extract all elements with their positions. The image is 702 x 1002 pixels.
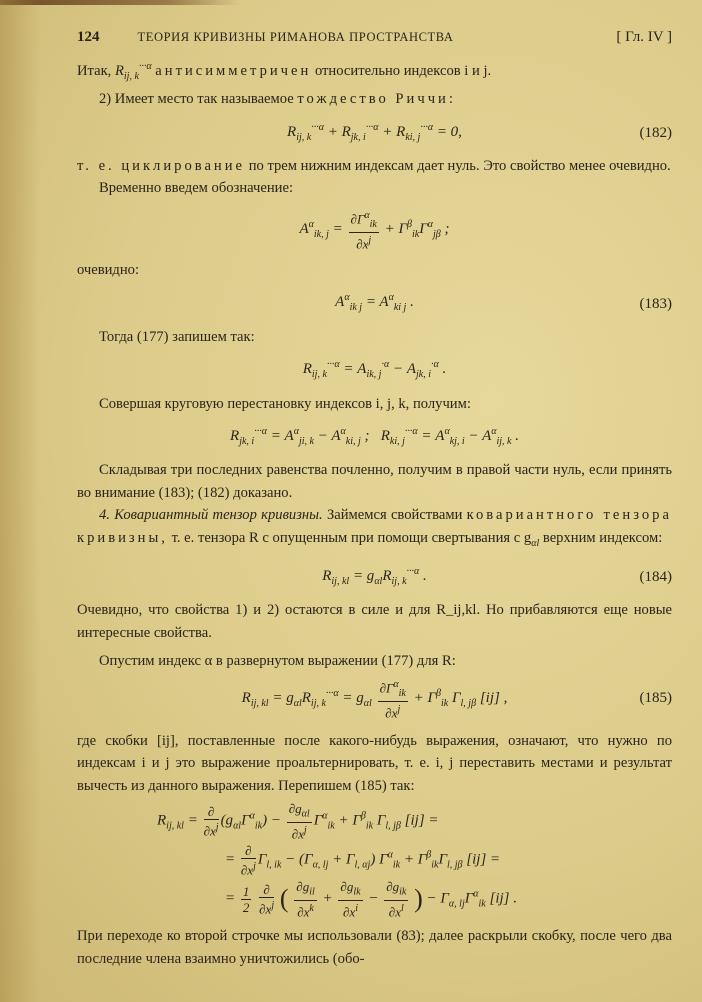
page-number: 124 (77, 29, 100, 45)
equation-177-rewritten: $R_{ij, k}^{\cdot\cdot\cdot\alpha} = A_{ik, j}^{\cdot\alpha} - A_{jk, i}^{\cdot\alpha}$ . (302, 359, 447, 381)
equation-184: $R_{ij, kl} = g_{\alpha l}R_{ij, k}^{\cdot\cdot\cdot\alpha}$ . (184) (322, 566, 672, 588)
equation-A-definition: $A^\alpha_{ik, j}$ = $\frac{\partial\Gamma^\alpha_{ik}}{\partial x^j}$ + $\Gamma^\beta_{ik}\Gamma^\alpha_{j\beta}$ ; (299, 209, 450, 252)
equation-182: $R_{ij, k}^{\cdot\cdot\cdot\alpha} + R_{jk, i}^{\cdot\cdot\cdot\alpha} + R_{ki, j}^{\cdot\cdot\cdot\alpha} = 0$, (182) (287, 121, 672, 143)
equation-permutations: $R_{jk, i}^{\cdot\cdot\cdot\alpha} = A^\alpha_{ji, k} - A^\alpha_{ki, j}$ ; $R_{ki, j}^{\cdot\cdot\cdot\alpha} = A^\alpha_{kj, i} - A^\alpha_{ij, k}$ . (230, 426, 519, 448)
paragraph-then-177: Тогда (177) запишем так: (99, 328, 255, 345)
paragraph-obviously: очевидно: (77, 262, 140, 279)
paragraph-lower-index: Опустим индекс α в развернутом выражении (177) для R: (99, 653, 456, 670)
paragraph-brackets: где скобки [ij], поставленные после какого-нибудь выражения, означают, что нужно по индексам i и j это выражение проальтернировать, т. е. i, j переставить местами и результат вычесть из данного выражения. Перепишем (185) так: (77, 732, 672, 794)
page-content (77, 20, 672, 970)
section-title: Ковариантный тензор кривизны. (114, 507, 323, 524)
paragraph-antisymmetric: Итак, $R_{ij, k}^{\cdot\cdot\cdot\alpha}$ антисимметричен относительно индексов i и j. (77, 61, 492, 82)
equation-186-line3: = $\frac{1}{2}$ $\frac{\partial}{\partial x^j}$ ( $\frac{\partial g_{il}}{\partial x^k}$ + $\frac{\partial g_{lk}}{\partial x^i}$ − $\frac{\partial g_{ik}}{\partial x^l}$ ) − $\Gamma_{\alpha, lj}\Gamma^\alpha_{ik}$ [ij] . (225, 879, 518, 920)
running-title: ТЕОРИЯ КРИВИЗНЫ РИМАНОВА ПРОСТРАНСТВА (137, 30, 454, 44)
equation-186-line1: $R_{ij, kl}$ = $\frac{\partial}{\partial x^j}$ $(g_{\alpha l}\Gamma^\alpha_{ik})$ − $\frac{\partial g_{\alpha l}}{\partial x^j}$ $\Gamma^\alpha_{ik} + \Gamma^\beta_{ik}$ $\Gamma_{l, j\beta}$ [ij] = (157, 801, 439, 842)
paragraph-permutation: Совершая круговую перестановку индексов i, j, k, получим: (99, 395, 471, 412)
paragraph-ricci-identity: 2) Имеет место так называемое тождество Риччи: (99, 91, 456, 108)
paragraph-cyclic: т. е. циклирование по трем нижним индексам дает нуль. Это свойство менее очевидно. (77, 157, 671, 174)
page-binding-shadow (0, 0, 40, 1002)
paragraph-notation: Временно введем обозначение: (99, 180, 294, 197)
equation-183: $A^\alpha_{ik j} = A^\alpha_{ki j}$ . (183) (335, 292, 672, 314)
paragraph-transition: При переходе ко второй строчке мы использовали (83); далее раскрыли скобку, после чего два последние члена взаимно уничтожились (обо- (77, 928, 672, 967)
equation-186-line2: = $\frac{\partial}{\partial x^j}$ $\Gamma_{l, ik} - (\Gamma_{\alpha, lj} + \Gamma_{l, \alpha j}) \Gamma^\alpha_{ik} + \Gamma^\beta_{ik}\Gamma_{l, j\beta}$ [ij] = (225, 843, 501, 878)
paragraph-properties: Очевидно, что свойства 1) и 2) остаются в силе и для R_ij,kl. Но прибавляются еще новые интересные свойства. (77, 602, 672, 641)
paragraph-covariant-tensor: 4. Ковариантный тензор кривизны. Займемся свойствами ковариантного тензора кривизны, т. е. тензора R с опущенным при помощи свертывания с $g_{\alpha l}$ верхним индексом: (77, 507, 672, 549)
equation-185: $R_{ij, kl} = g_{\alpha l}R_{ij, k}^{\cdot\cdot\cdot\alpha} = g_{\alpha l}$ $\frac{\partial\Gamma^\alpha_{ik}}{\partial x^j}$ + $\Gamma^\beta_{ik}$ $\Gamma_{l, j\beta}$ [ij] , (185) (241, 678, 672, 720)
running-header (77, 26, 672, 56)
chapter-label: [ Гл. IV ] (616, 29, 672, 45)
paragraph-summing: Складывая три последних равенства почленно, получим в правой части нуль, если принять во внимание (183); (182) доказано. (77, 462, 672, 501)
